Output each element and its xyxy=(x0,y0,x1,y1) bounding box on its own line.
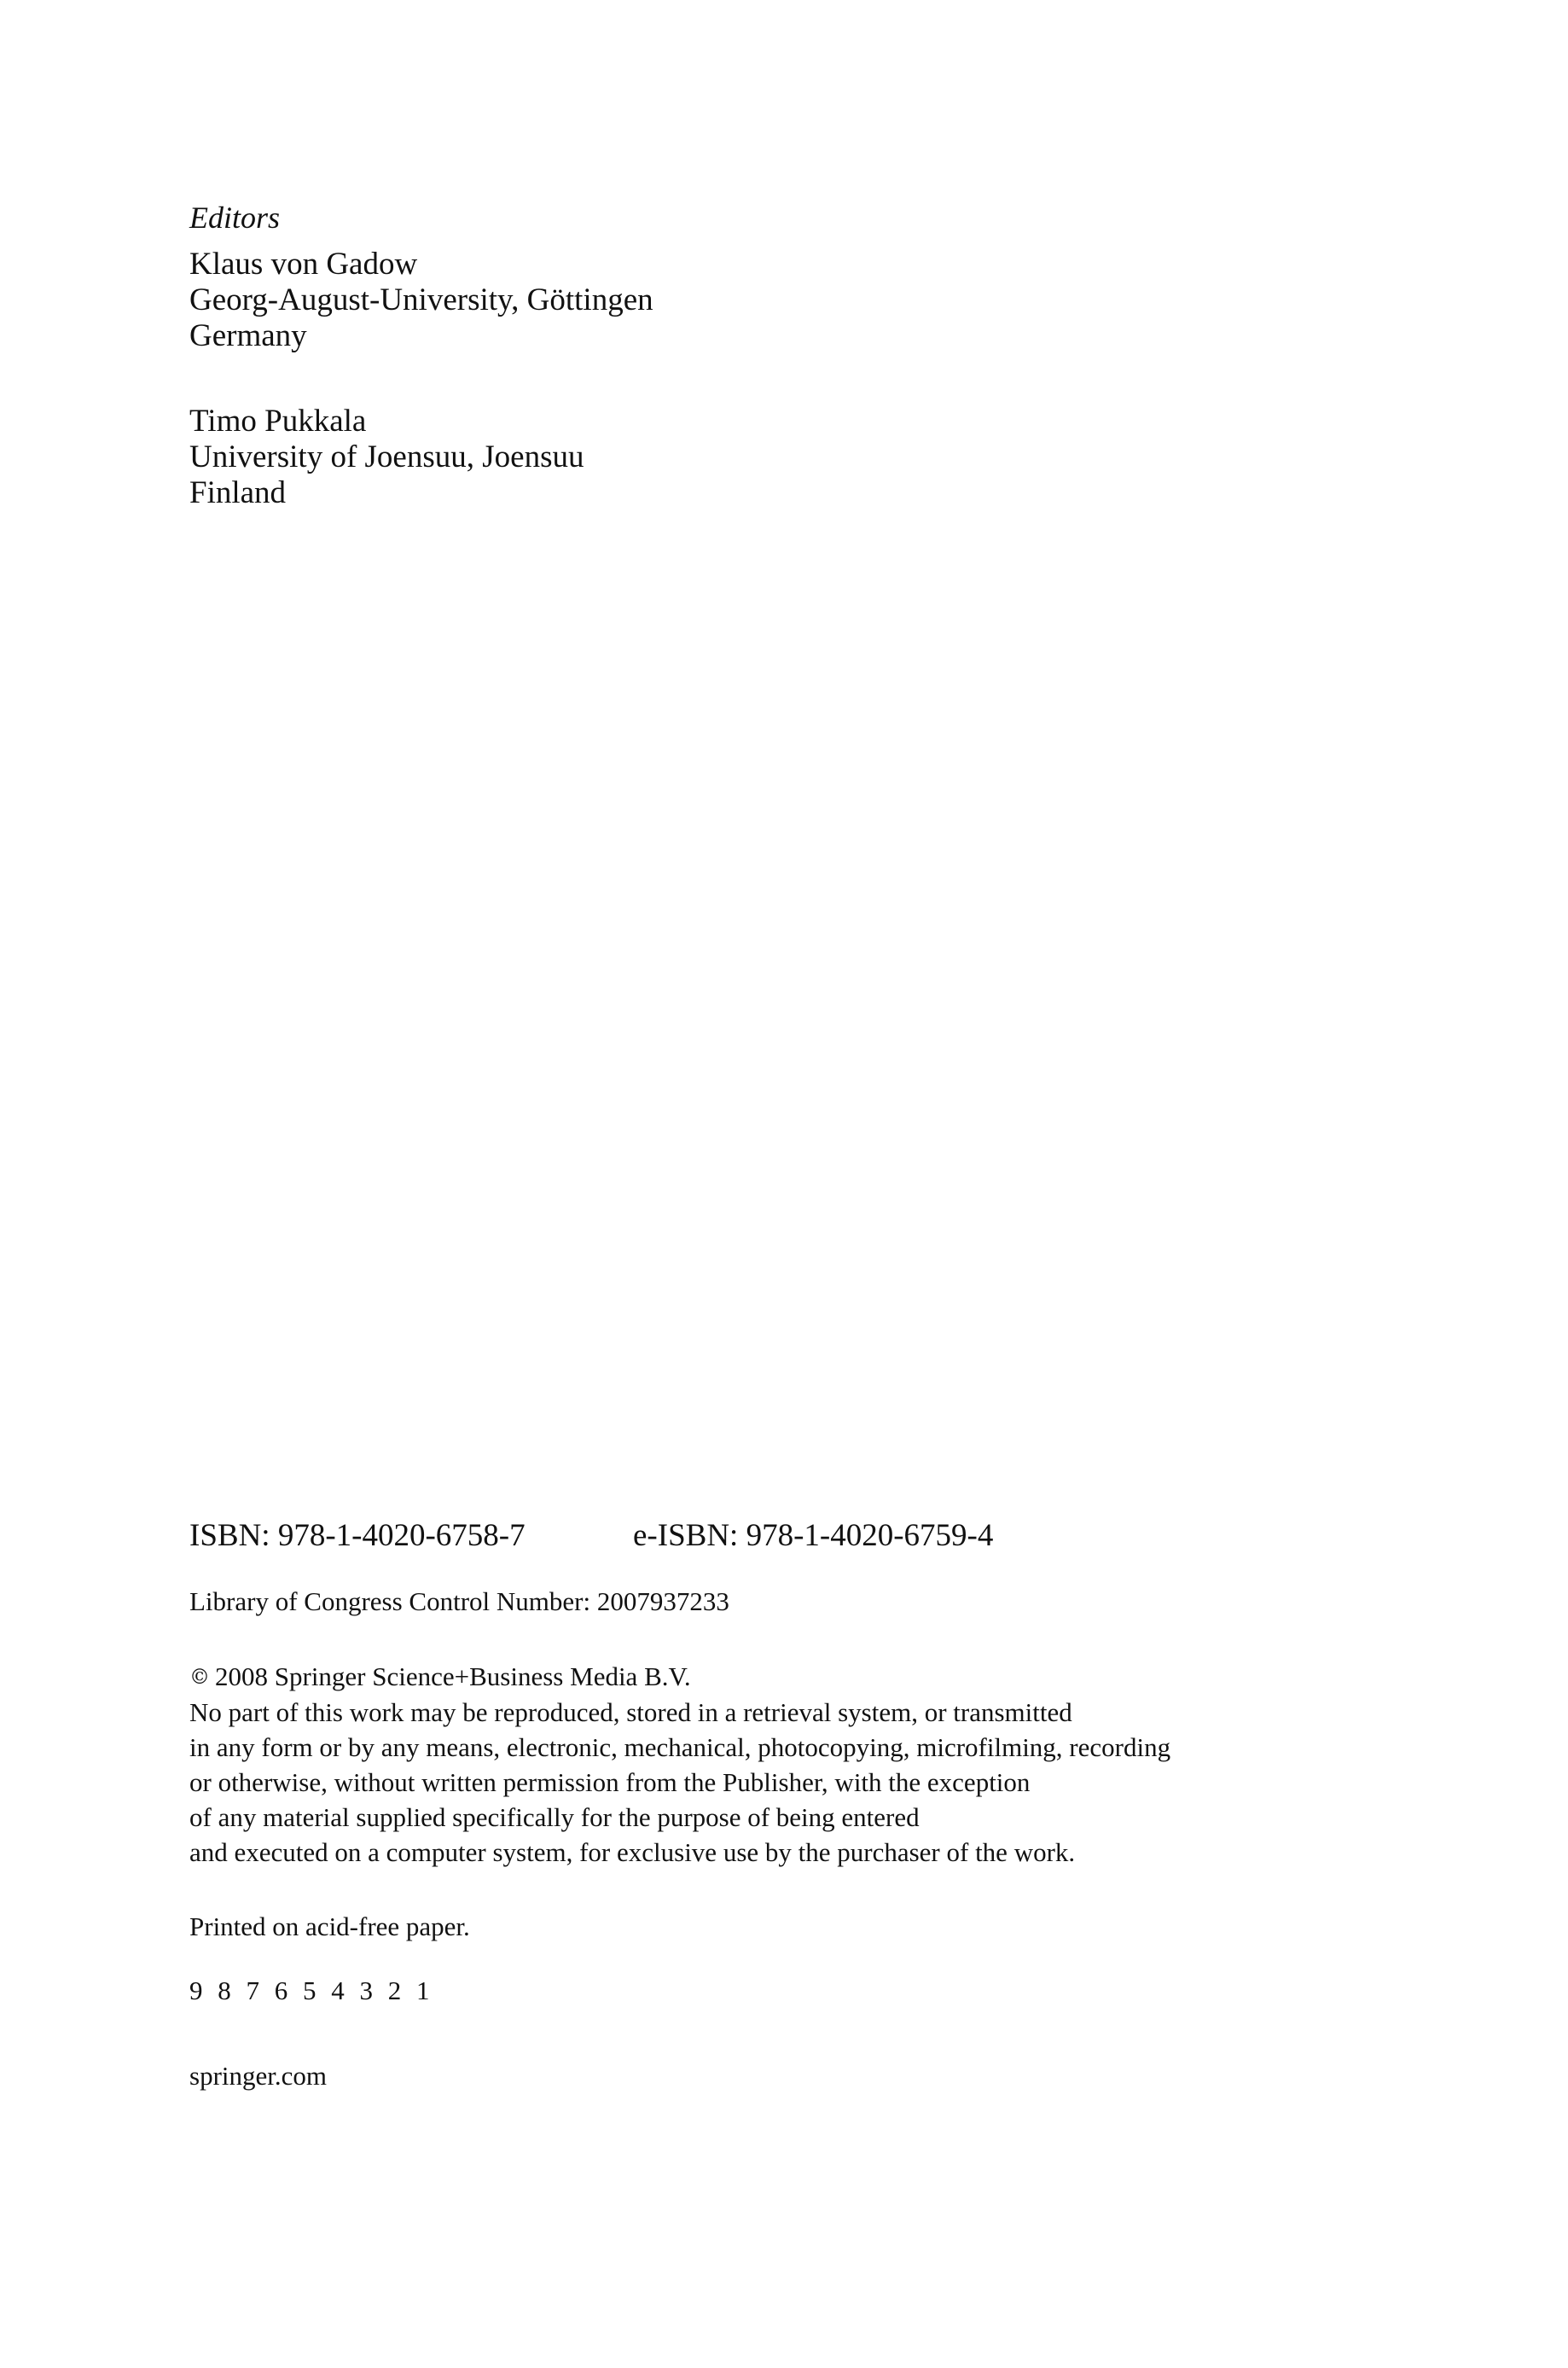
editor-name: Klaus von Gadow xyxy=(189,247,418,282)
publisher-website: springer.com xyxy=(189,2061,327,2091)
editor-institution: Georg-August-University, Göttingen xyxy=(189,282,653,317)
printer-key: 9 8 7 6 5 4 3 2 1 xyxy=(189,1975,430,2005)
rights-text-line: and executed on a computer system, for exclusive use by the purchaser of the work. xyxy=(189,1837,1076,1867)
editor-entry xyxy=(189,404,584,511)
editor-country: Finland xyxy=(189,475,287,510)
copyright-holder: 2008 Springer Science+Business Media B.V. xyxy=(215,1661,691,1691)
rights-text-line: of any material supplied specifically for the purpose of being entered xyxy=(189,1802,920,1832)
rights-text-line: or otherwise, without written permission from the Publisher, with the exception xyxy=(189,1767,1031,1797)
editors-heading: Editors xyxy=(189,201,281,235)
rights-text-line: No part of this work may be reproduced, stored in a retrieval system, or transmitted xyxy=(189,1697,1072,1727)
paper-note: Printed on acid-free paper. xyxy=(189,1911,470,1941)
editor-name: Timo Pukkala xyxy=(189,404,367,439)
editor-institution: University of Joensuu, Joensuu xyxy=(189,439,584,474)
rights-text-line: in any form or by any means, electronic, mechanical, photocopying, microfilming, recording xyxy=(189,1732,1171,1762)
e-isbn: e-ISBN: 978-1-4020-6759-4 xyxy=(633,1518,994,1553)
editor-entry xyxy=(189,247,653,354)
copyright-holder-line xyxy=(189,1659,1170,1695)
copyright-icon: © xyxy=(189,1665,210,1689)
library-of-congress-number: Library of Congress Control Number: 2007937233 xyxy=(189,1586,729,1616)
copyright-notice xyxy=(189,1659,1170,1870)
isbn: ISBN: 978-1-4020-6758-7 xyxy=(189,1518,526,1553)
editor-country: Germany xyxy=(189,318,307,353)
